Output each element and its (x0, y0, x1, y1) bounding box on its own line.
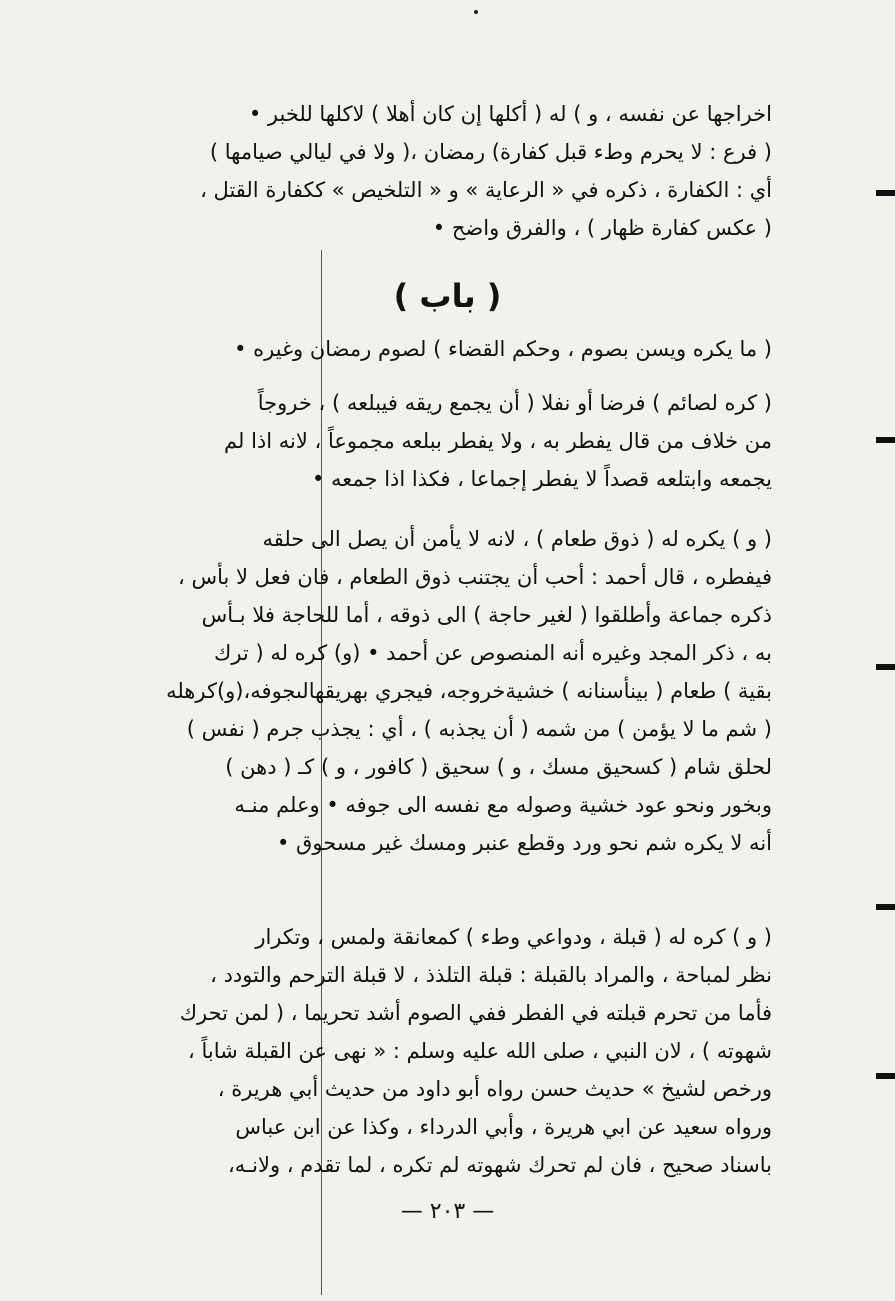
top-dot-mark (474, 10, 478, 14)
text-line: بقية ) طعام ( بينأسنانه ) خشيةخروجه، فيجري بهريقهالىجوفه،(و)كرهله (166, 679, 772, 703)
text-line: نظر لمباحة ، والمراد بالقبلة : قبلة التلذذ ، لا قبلة الترحم والتودد ، (210, 963, 772, 987)
text-line: أنه لا يكره شم نحو ورد وقطع عنبر ومسك غير مسحوق • (277, 831, 772, 855)
text-line: فيفطره ، قال أحمد : أحب أن يجتنب ذوق الطعام ، فان فعل لا بأس ، (178, 565, 772, 589)
chapter-title-paragraph (118, 330, 772, 368)
text-line: ( ما يكره ويسن بصوم ، وحكم القضاء ) لصوم رمضان وغيره • (234, 337, 772, 361)
text-line: ورخص لشيخ » حديث حسن رواه أبو داود من حديث أبي هريرة ، (217, 1077, 772, 1101)
text-line: أي : الكفارة ، ذكره في « الرعاية » و « التلخيص » ككفارة القتل ، (200, 178, 772, 202)
text-line: ( و ) كره له ( قبلة ، ودواعي وطء ) كمعانقة ولمس ، وتكرار (255, 925, 772, 949)
intro-paragraph (118, 95, 772, 247)
text-line: ( و ) يكره له ( ذوق طعام ) ، لانه لا يأمن أن يصل الى حلقه (262, 527, 772, 551)
kissing-paragraph (118, 918, 772, 1184)
tasting-paragraph (118, 520, 772, 862)
text-line: ورواه سعيد عن ابي هريرة ، وأبي الدرداء ، وكذا عن ابن عباس (235, 1115, 772, 1139)
text-line: وبخور ونحو عود خشية وصوله مع نفسه الى جوفه • وعلم منـه (234, 793, 772, 817)
text-line: من خلاف من قال يفطر به ، ولا يفطر ببلعه مجموعاً ، لانه اذا لم (224, 429, 772, 453)
edge-tab-mark (876, 437, 895, 443)
text-line: ( فرع : لا يحرم وطء قبل كفارة) رمضان ،( ولا في ليالي صيامها ) (209, 140, 772, 164)
text-line: شهوته ) ، لان النبي ، صلى الله عليه وسلم : « نهى عن القبلة شاباً ، (188, 1039, 772, 1063)
edge-tab-mark (876, 1073, 895, 1079)
text-line: باسناد صحيح ، فان لم تحرك شهوته لم تكره ، لما تقدم ، ولانـه، (227, 1153, 772, 1177)
saliva-paragraph (118, 384, 772, 498)
text-line: لحلق شام ( كسحيق مسك ، و ) سحيق ( كافور ، و ) كـ ( دهن ) (225, 755, 772, 779)
page-number: — ٢٠٣ — (400, 1199, 495, 1224)
text-line: اخراجها عن نفسه ، و ) له ( أكلها إن كان أهلا ) لاكلها للخبر • (248, 102, 772, 126)
text-line: يجمعه وابتلعه قصداً لا يفطر إجماعا ، فكذا اذا جمعه • (311, 467, 772, 491)
edge-tab-mark (876, 190, 895, 196)
text-line: ( كره لصائم ) فرضا أو نفلا ( أن يجمع ريقه فيبلعه ) ، خروجاً (257, 391, 772, 415)
text-line: به ، ذكر المجد وغيره أنه المنصوص عن أحمد • (و) كره له ( ترك (214, 641, 772, 665)
text-line: فأما من تحرم قبلته في الفطر ففي الصوم أشد تحريما ، ( لمن تحرك (179, 1001, 772, 1025)
edge-tab-mark (876, 904, 895, 910)
text-line: ( شم ما لا يؤمن ) من شمه ( أن يجذبه ) ، أي : يجذب جرم ( نفس ) (186, 717, 772, 741)
edge-tab-mark (876, 664, 895, 670)
chapter-heading: ( باب ) (393, 277, 502, 315)
text-line: ( عكس كفارة ظهار ) ، والفرق واضح • (432, 216, 772, 240)
text-line: ذكره جماعة وأطلقوا ( لغير حاجة ) الى ذوقه ، أما للحاجة فلا بـأس (201, 603, 772, 627)
